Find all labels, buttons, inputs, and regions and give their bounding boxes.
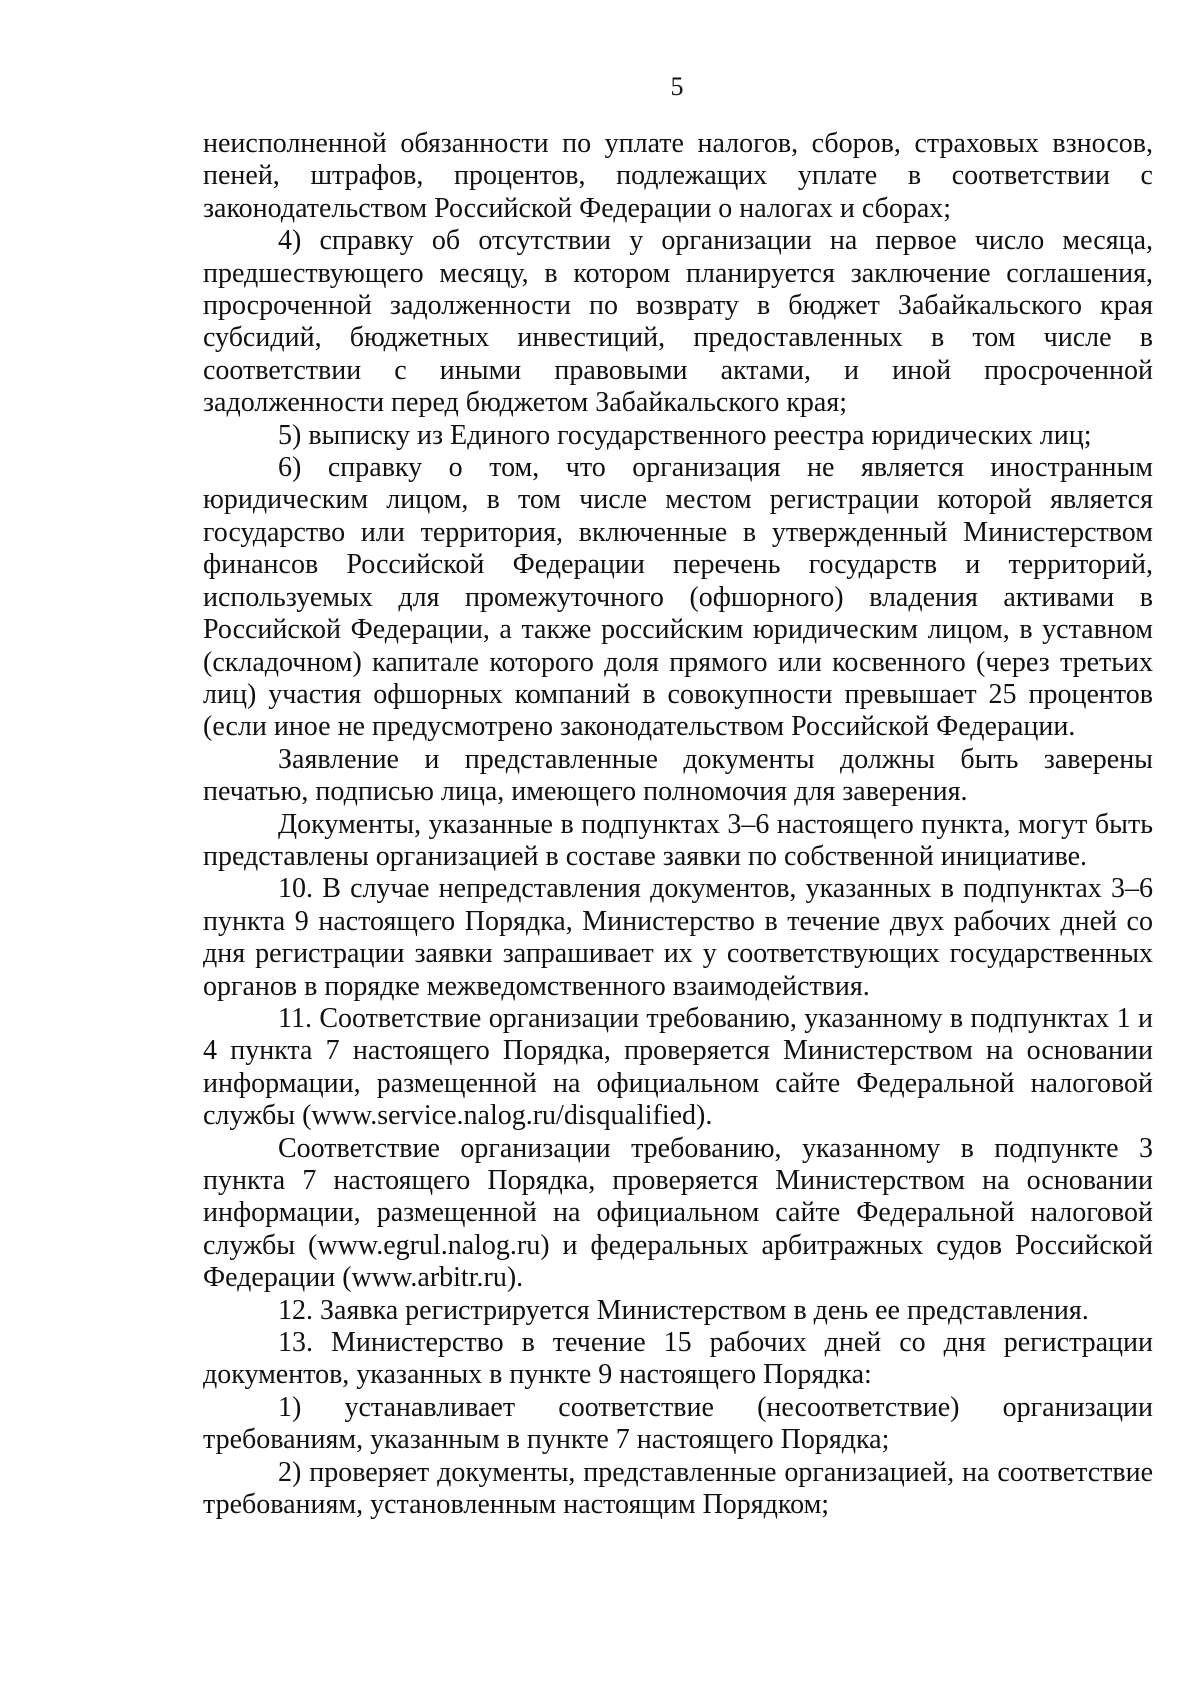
paragraph-clause-11: 11. Соответствие организации требованию, указанному в подпунктах 1 и 4 пункта 7 настоящего Порядка, проверяется Министерством на основании информации, размещенной на официальном сайте Федеральной налоговой службы (www.service.nalog.ru/disqualified). [203, 1002, 1153, 1132]
paragraph-clause-11-continued: Соответствие организации требованию, указанному в подпункте 3 пункта 7 настоящего Порядка, проверяется Министерством на основании информации, размещенной на официальном сайте Федеральной налоговой службы (www.egrul.nalog.ru) и федеральных арбитражных судов Российской Федерации (www.arbitr.ru). [203, 1132, 1153, 1294]
paragraph-item-4: 4) справку об отсутствии у организации на первое число месяца, предшествующего месяцу, в котором планируется заключение соглашения, просроченной задолженности по возврату в бюджет Забайкальского края субсидий, бюджетных инвестиций, предоставленных в том числе в соответствии с иными правовыми актами, и иной просроченной задолженности перед бюджетом Забайкальского края; [203, 225, 1153, 419]
paragraph-clause-13-item-1: 1) устанавливает соответствие (несоответствие) организации требованиям, указанным в пункте 7 настоящего Порядка; [203, 1391, 1153, 1456]
paragraph-own-initiative: Документы, указанные в подпунктах 3–6 настоящего пункта, могут быть представлены организацией в составе заявки по собственной инициативе. [203, 808, 1153, 872]
page-number: 5 [670, 72, 684, 101]
paragraph-continuation: неисполненной обязанности по уплате налогов, сборов, страховых взносов, пеней, штрафов, процентов, подлежащих уплате в соответствии с законодательством Российской Федерации о налогах и сборах; [203, 128, 1153, 224]
document-body [203, 128, 1153, 1521]
paragraph-item-6: 6) справку о том, что организация не является иностранным юридическим лицом, в том числе местом регистрации которой является государство или территория, включенные в утвержденный Министерством финансов Российской Федерации перечень государств и территорий, используемых для промежуточного (офшорного) владения активами в Российской Федерации, а также российским юридическим лицом, в уставном (складочном) капитале которого доля прямого или косвенного (через третьих лиц) участия офшорных компаний в совокупности превышает 25 процентов (если иное не предусмотрено законодательством Российской Федерации. [203, 452, 1153, 743]
paragraph-certification: Заявление и представленные документы должны быть заверены печатью, подписью лица, имеющего полномочия для заверения. [203, 743, 1153, 808]
paragraph-clause-12: 12. Заявка регистрируется Министерством в день ее представления. [278, 1294, 1089, 1326]
paragraph-item-5: 5) выписку из Единого государственного реестра юридических лиц; [278, 419, 1092, 451]
paragraph-clause-13-item-2: 2) проверяет документы, представленные организацией, на соответствие требованиям, установленным настоящим Порядком; [203, 1456, 1153, 1521]
paragraph-clause-13: 13. Министерство в течение 15 рабочих дней со дня регистрации документов, указанных в пункте 9 настоящего Порядка: [203, 1327, 1153, 1391]
paragraph-clause-10: 10. В случае непредставления документов, указанных в подпунктах 3–6 пункта 9 настоящего Порядка, Министерство в течение двух рабочих дней со дня регистрации заявки запрашивает их у соответствующих государственных органов в порядке межведомственного взаимодействия. [203, 873, 1153, 1002]
